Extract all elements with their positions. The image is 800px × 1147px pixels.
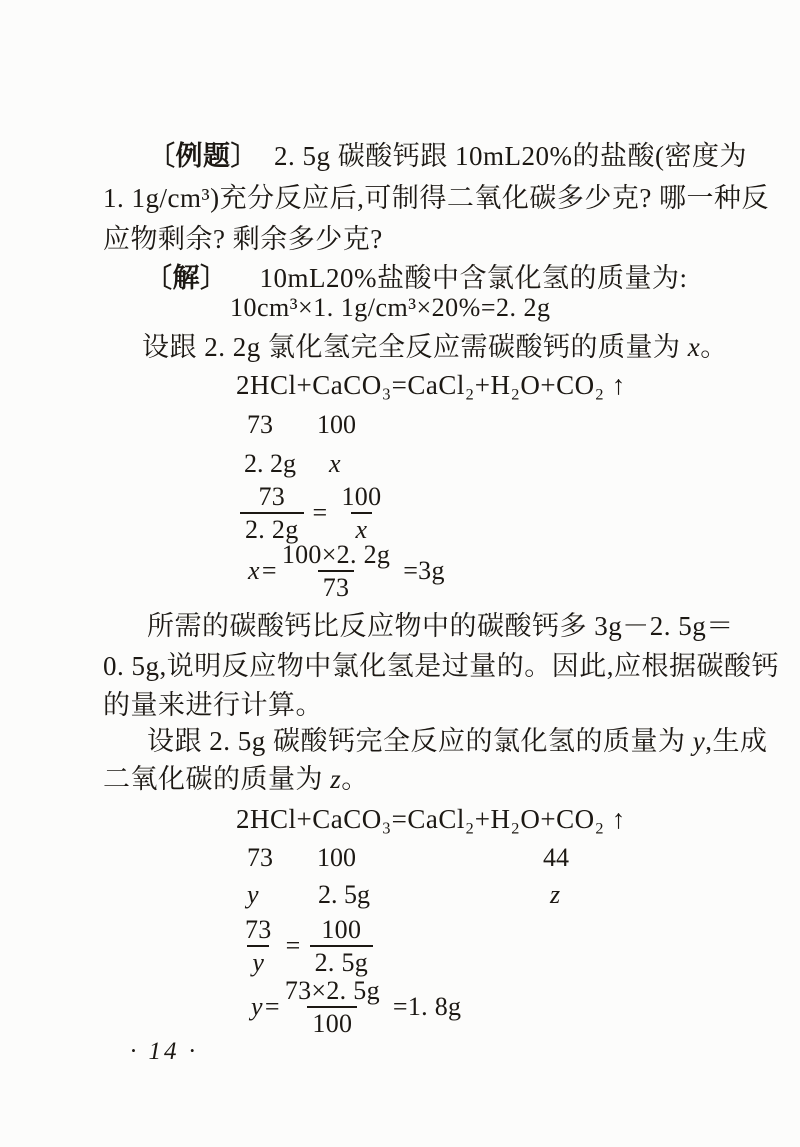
table2-molar-caco3: 100: [317, 843, 356, 872]
table1-molar-hcl: 73: [247, 410, 273, 439]
solve-y: [251, 976, 461, 1038]
fraction-denominator: 100: [307, 1006, 357, 1038]
assumption-2-text: 设跟 2. 5g 碳酸钙完全反应的氯化氢的质量为: [147, 726, 693, 756]
result-y: =1. 8g: [392, 992, 462, 1022]
problem-line-3: 应物剩余? 剩余多少克?: [103, 224, 383, 254]
fraction-denominator: 2. 5g: [310, 945, 374, 977]
fraction-numerator: 100×2. 2g: [281, 540, 391, 569]
fraction-numerator: 100: [341, 482, 382, 511]
table1-given-caco3: x: [329, 449, 341, 478]
fraction-denominator: 2. 2g: [240, 512, 304, 544]
solve-x: [248, 540, 445, 602]
proportion-2: [240, 915, 373, 977]
proportion-1: [240, 482, 386, 544]
fraction-denominator: y: [247, 945, 269, 977]
table1-given-hcl: 2. 2g: [244, 449, 296, 478]
fraction-numerator: 73×2. 5g: [284, 976, 380, 1005]
fraction-left: [240, 482, 304, 544]
table2-given-hcl: y: [247, 880, 259, 909]
solution-label: 〔解〕: [145, 263, 228, 293]
assumption-1-text: 设跟 2. 2g 氯化氢完全反应需碳酸钙的质量为: [142, 332, 688, 362]
discussion-line-3: 的量来进行计算。: [103, 690, 323, 720]
solution-intro: 10mL20%盐酸中含氯化氢的质量为:: [259, 263, 688, 293]
chemical-equation-1: 2HCl+CaCO₃=CaCl₂+H₂O+CO₂ ↑: [236, 370, 626, 400]
assumption-2-cont: ,生成: [705, 726, 768, 756]
variable-z: z: [330, 764, 342, 794]
fraction-numerator: 73: [258, 482, 286, 511]
fraction-numerator: 73: [245, 915, 272, 944]
chemical-equation-2: 2HCl+CaCO₃=CaCl₂+H₂O+CO₂ ↑: [236, 804, 626, 834]
fraction-right: [310, 915, 374, 977]
table1-molar-caco3: 100: [317, 410, 356, 439]
assumption-2-line-2: [103, 763, 369, 795]
fraction: [277, 540, 395, 602]
assumption-1: [142, 331, 728, 363]
variable-x: x: [248, 556, 260, 586]
fraction: [280, 976, 385, 1038]
variable-y: y: [692, 726, 706, 756]
result-x: =3g: [403, 556, 445, 586]
equals-sign: =: [264, 992, 280, 1022]
assumption-2-line-1: [147, 725, 767, 757]
page-number: · 14 ·: [130, 1038, 198, 1065]
fraction-left: [240, 915, 277, 977]
equals-sign: =: [261, 556, 277, 586]
table2-molar-co2: 44: [543, 843, 569, 872]
discussion-line-1: 所需的碳酸钙比反应物中的碳酸钙多 3g－2. 5g＝: [147, 611, 734, 641]
table2-given-co2: z: [550, 880, 561, 909]
assumption-2-end: 。: [341, 764, 369, 794]
table2-molar-hcl: 73: [247, 843, 273, 872]
hcl-mass-formula: 10cm³×1. 1g/cm³×20%=2. 2g: [230, 293, 551, 322]
solution-heading: [145, 262, 688, 294]
variable-y: y: [251, 992, 263, 1022]
assumption-1-end: 。: [700, 332, 728, 362]
equals-sign: =: [312, 498, 328, 528]
table2-given-caco3: 2. 5g: [318, 880, 370, 909]
fraction-denominator: x: [351, 512, 373, 544]
problem-line-1: [148, 140, 747, 172]
fraction-denominator: 73: [318, 570, 355, 602]
equals-sign: =: [285, 931, 301, 961]
assumption-2-text2: 二氧化碳的质量为: [103, 764, 331, 794]
fraction-right: [336, 482, 386, 544]
problem-line-2: 1. 1g/cm³)充分反应后,可制得二氧化碳多少克? 哪一种反: [103, 183, 770, 213]
discussion-line-2: 0. 5g,说明反应物中氯化氢是过量的。因此,应根据碳酸钙: [103, 651, 779, 681]
variable-x: x: [687, 332, 701, 362]
fraction-numerator: 100: [321, 915, 362, 944]
problem-label: 〔例题〕: [148, 141, 258, 171]
problem-line-1-text: 2. 5g 碳酸钙跟 10mL20%的盐酸(密度为: [274, 141, 747, 171]
